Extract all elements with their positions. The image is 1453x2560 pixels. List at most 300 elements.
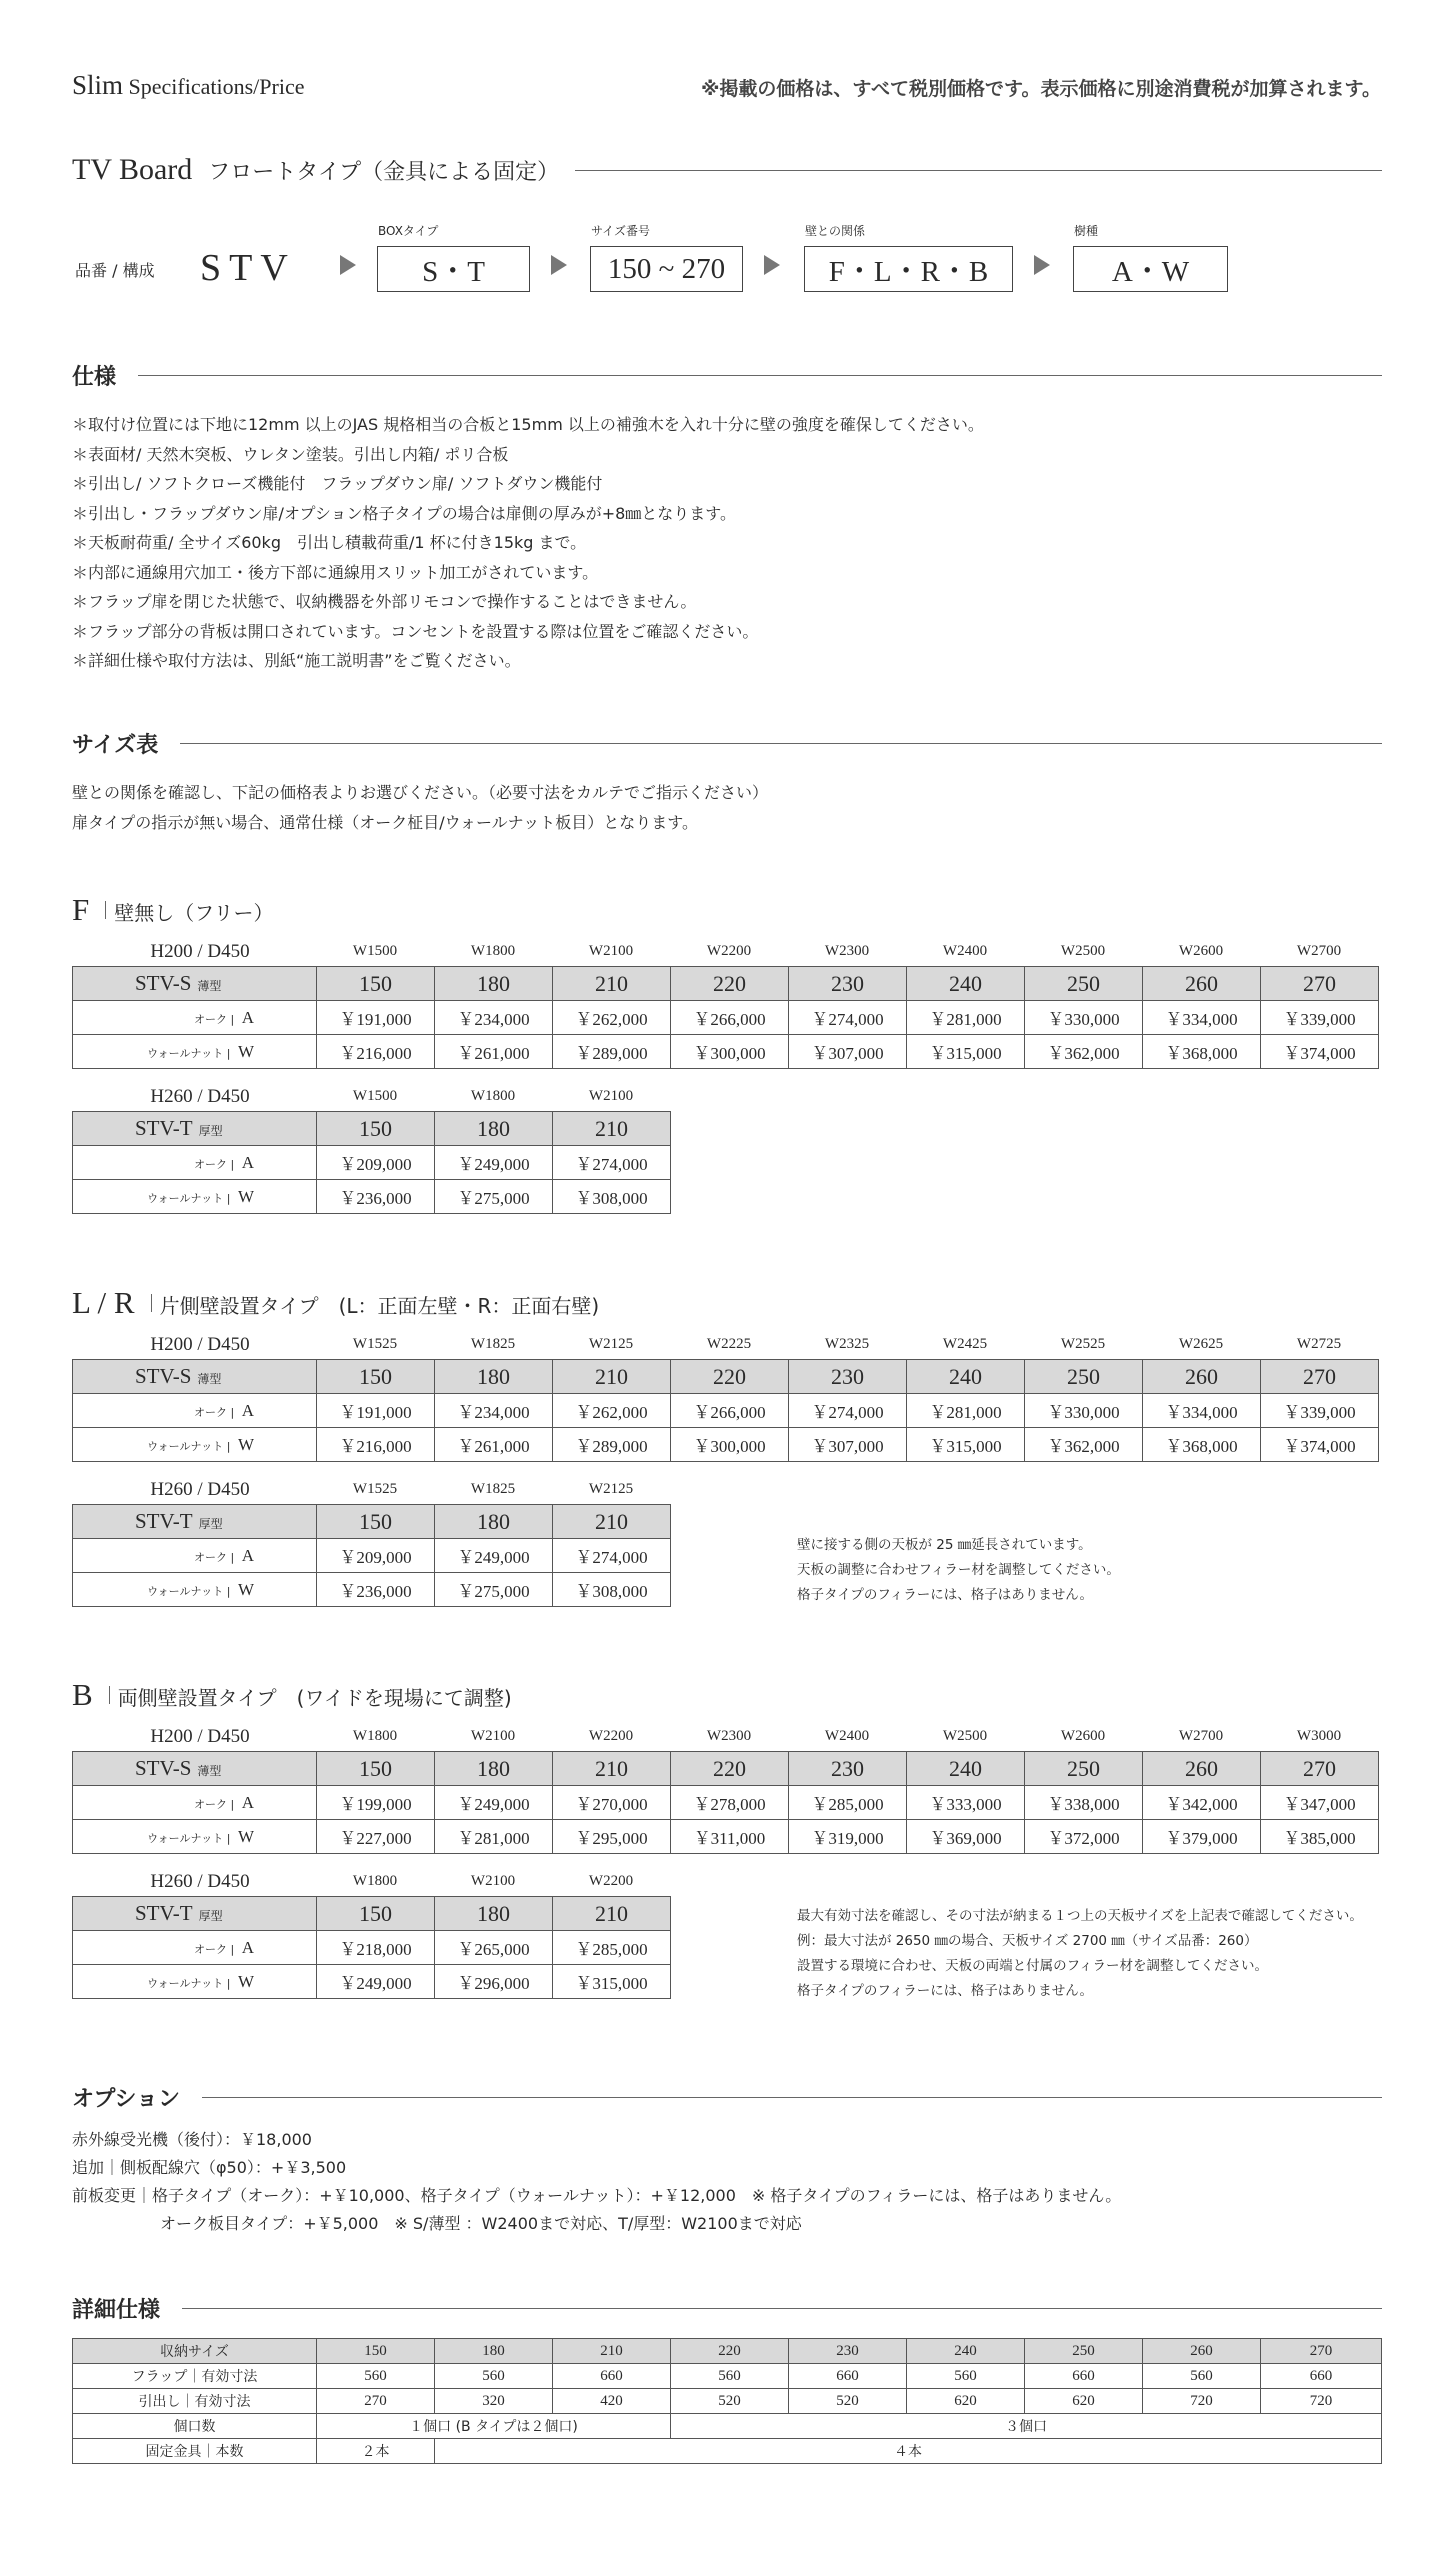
detail-cell: 420 <box>553 2389 671 2414</box>
price-cell: ￥209,000 <box>317 1146 435 1180</box>
detail-header-row <box>73 2339 1382 2364</box>
price-cell: ￥249,000 <box>435 1146 553 1180</box>
detail-cell: 620 <box>907 2389 1025 2414</box>
width-labels <box>72 943 1378 963</box>
separator: | <box>227 1405 238 1419</box>
size-number: 180 <box>435 967 553 1001</box>
size-number: 210 <box>553 1360 671 1394</box>
size-number: 180 <box>435 1112 553 1146</box>
price-cell: ￥300,000 <box>671 1035 789 1069</box>
width-labels <box>72 1481 670 1501</box>
code-label-box-type: BOXタイプ <box>378 224 439 238</box>
price-cell: ￥261,000 <box>435 1035 553 1069</box>
section-header-detail <box>72 2293 1382 2323</box>
option-line: オーク板目タイプ：+￥5,000 ※ S/薄型 ：W2400まで対応、T/厚型：W2100まで対応 <box>160 2214 802 2233</box>
price-cell: ￥334,000 <box>1143 1001 1261 1035</box>
detail-row-fixture <box>73 2439 1382 2464</box>
price-cell: ￥274,000 <box>553 1539 671 1573</box>
width-label: W3000 <box>1296 1728 1342 1744</box>
divider <box>105 901 106 919</box>
option-line: 前板変更｜格子タイプ（オーク）：+￥10,000、格子タイプ（ウォールナット）：+￥12,000 ※ 格子タイプのフィラーには、格子はありません。 <box>72 2186 1122 2205</box>
price-row-oak <box>73 1539 671 1573</box>
arrow-icon <box>340 255 356 275</box>
wood-label <box>73 1394 317 1428</box>
price-cell: ￥289,000 <box>553 1428 671 1462</box>
separator: | <box>223 1046 234 1060</box>
tax-note: ※掲載の価格は、すべて税別価格です。表示価格に別途消費税が加算されます。 <box>700 78 1381 100</box>
spec-item: ＊引出し・フラップダウン扉/オプション格子タイプの場合は扉側の厚みが+8㎜となります。 <box>72 503 737 523</box>
wood-label <box>73 1035 317 1069</box>
arrow-icon <box>1034 255 1050 275</box>
price-cell: ￥209,000 <box>317 1539 435 1573</box>
price-cell: ￥191,000 <box>317 1001 435 1035</box>
width-label: W1500 <box>352 943 398 959</box>
section-title-detail: 詳細仕様 <box>72 2297 161 2323</box>
price-cell: ￥311,000 <box>671 1820 789 1854</box>
price-cell: ￥236,000 <box>317 1180 435 1214</box>
wood-code: A <box>241 1545 254 1565</box>
type-desc: 両側壁設置タイプ (ワイドを現場にて調整) <box>117 1686 512 1710</box>
dims-label: H200 / D450 <box>150 941 250 962</box>
note-line: 格子タイプのフィラーには、格子はありません。 <box>797 1587 1094 1603</box>
wood-code: W <box>237 1826 254 1846</box>
width-label: W2125 <box>588 1336 634 1352</box>
arrow-icon <box>764 255 780 275</box>
code-label-wood: 樹種 <box>1074 224 1099 238</box>
spec-item: ＊内部に通線用穴加工・後方下部に通線用スリット加工がされています。 <box>72 562 599 582</box>
model-cell <box>73 1360 317 1394</box>
price-row-oak <box>73 1931 671 1965</box>
spec-item: ＊フラップ部分の背板は開口されています。コンセントを設置する際は位置をご確認ください。 <box>72 621 759 641</box>
model-cell <box>73 1752 317 1786</box>
price-row-walnut <box>73 1820 1379 1854</box>
detail-size: 180 <box>435 2339 553 2364</box>
wood-code: A <box>241 1937 254 1957</box>
price-cell: ￥379,000 <box>1143 1820 1261 1854</box>
detail-cell: 560 <box>435 2364 553 2389</box>
width-label: W1800 <box>470 1088 516 1104</box>
model-name: STV-T <box>135 1116 193 1140</box>
arrow-icon <box>551 255 567 275</box>
price-header-row <box>73 1752 1379 1786</box>
width-label: W2100 <box>470 1728 516 1744</box>
price-cell: ￥274,000 <box>789 1394 907 1428</box>
price-cell: ￥368,000 <box>1143 1428 1261 1462</box>
detail-row-count <box>73 2414 1382 2439</box>
note-line: 天板の調整に合わせフィラー材を調整してください。 <box>797 1562 1120 1578</box>
size-number: 240 <box>907 1752 1025 1786</box>
wood-label <box>73 1428 317 1462</box>
price-cell: ￥315,000 <box>907 1428 1025 1462</box>
spec-item: ＊詳細仕様や取付方法は、別紙“施工説明書”をご覧ください。 <box>72 651 521 670</box>
price-cell: ￥374,000 <box>1261 1035 1379 1069</box>
price-cell: ￥249,000 <box>317 1965 435 1999</box>
width-label: W2525 <box>1060 1336 1106 1352</box>
divider <box>138 375 1382 376</box>
side-note <box>797 1533 1120 1608</box>
wood-code: A <box>241 1152 254 1172</box>
price-cell: ￥216,000 <box>317 1428 435 1462</box>
wood-label <box>73 1001 317 1035</box>
detail-row-label: 個口数 <box>73 2414 317 2439</box>
price-cell: ￥262,000 <box>553 1001 671 1035</box>
model-name: STV-T <box>135 1509 193 1533</box>
size-number: 220 <box>671 1360 789 1394</box>
wood-code: A <box>241 1792 254 1812</box>
price-cell: ￥300,000 <box>671 1428 789 1462</box>
price-cell: ￥308,000 <box>553 1180 671 1214</box>
width-labels <box>72 1873 670 1893</box>
model-name: STV-S <box>135 1756 192 1780</box>
price-cell: ￥319,000 <box>789 1820 907 1854</box>
price-cell: ￥274,000 <box>553 1146 671 1180</box>
price-table-stv-t <box>72 1504 671 1607</box>
model-cell <box>73 967 317 1001</box>
detail-cell: 560 <box>671 2364 789 2389</box>
type-desc: 片側壁設置タイプ (L：正面左壁・R：正面右壁) <box>159 1294 600 1318</box>
detail-cell: １個口 (B タイプは２個口) <box>317 2414 671 2439</box>
detail-cell: 560 <box>317 2364 435 2389</box>
size-number: 230 <box>789 967 907 1001</box>
price-table-stv-s <box>72 1751 1379 1854</box>
price-cell: ￥285,000 <box>789 1786 907 1820</box>
wood-name: オーク <box>194 1012 228 1026</box>
width-label: W2100 <box>588 1088 634 1104</box>
model-cell <box>73 1897 317 1931</box>
size-number: 180 <box>435 1752 553 1786</box>
wood-code: W <box>237 1186 254 1206</box>
size-number: 230 <box>789 1360 907 1394</box>
size-number: 250 <box>1025 967 1143 1001</box>
price-cell: ￥249,000 <box>435 1539 553 1573</box>
section-title-options: オプション <box>72 2086 181 2112</box>
price-cell: ￥362,000 <box>1025 1035 1143 1069</box>
wood-label <box>73 1820 317 1854</box>
price-cell: ￥236,000 <box>317 1573 435 1607</box>
detail-cell: ４本 <box>435 2439 1382 2464</box>
wood-label <box>73 1573 317 1607</box>
width-label: W1800 <box>352 1728 398 1744</box>
size-number: 150 <box>317 1752 435 1786</box>
spec-item: ＊引出し/ ソフトクローズ機能付 フラップダウン扉/ ソフトダウン機能付 <box>72 474 603 493</box>
detail-size: 150 <box>317 2339 435 2364</box>
price-cell: ￥315,000 <box>553 1965 671 1999</box>
price-header-row <box>73 1505 671 1539</box>
type-header <box>72 1677 512 1713</box>
width-label: W1500 <box>352 1088 398 1104</box>
detail-cell: 660 <box>553 2364 671 2389</box>
size-number: 270 <box>1261 1752 1379 1786</box>
option-line: 追加｜側板配線穴（φ50）：+￥3,500 <box>72 2158 347 2177</box>
width-label: W1800 <box>470 943 516 959</box>
size-number: 150 <box>317 1505 435 1539</box>
price-row-walnut <box>73 1573 671 1607</box>
section-header-options <box>72 2082 1382 2112</box>
size-number: 210 <box>553 1752 671 1786</box>
model-sub: 薄型 <box>197 979 222 993</box>
width-labels <box>72 1728 1378 1748</box>
price-cell: ￥374,000 <box>1261 1428 1379 1462</box>
model-cell <box>73 1505 317 1539</box>
width-label: W2100 <box>588 943 634 959</box>
divider <box>151 1294 152 1312</box>
detail-table <box>72 2338 1382 2464</box>
section-header-specs <box>72 360 1382 390</box>
wood-code: W <box>237 1041 254 1061</box>
size-number: 240 <box>907 1360 1025 1394</box>
model-cell <box>73 1112 317 1146</box>
price-cell: ￥191,000 <box>317 1394 435 1428</box>
separator: | <box>227 1550 238 1564</box>
detail-size: 250 <box>1025 2339 1143 2364</box>
type-header <box>72 892 273 928</box>
detail-row-label: 引出し｜有効寸法 <box>73 2389 317 2414</box>
size-number: 260 <box>1143 1752 1261 1786</box>
price-cell: ￥372,000 <box>1025 1820 1143 1854</box>
width-label: W2500 <box>942 1728 988 1744</box>
price-cell: ￥295,000 <box>553 1820 671 1854</box>
wood-name: ウォールナット <box>147 1976 224 1990</box>
size-number: 210 <box>553 1505 671 1539</box>
model-sub: 薄型 <box>197 1764 222 1778</box>
note-line: 設置する環境に合わせ、天板の両端と付属のフィラー材を調整してください。 <box>797 1958 1269 1974</box>
wood-name: オーク <box>194 1797 228 1811</box>
price-table-stv-t <box>72 1896 671 1999</box>
price-cell: ￥199,000 <box>317 1786 435 1820</box>
price-cell: ￥261,000 <box>435 1428 553 1462</box>
price-row-walnut <box>73 1965 671 1999</box>
size-number: 210 <box>553 1897 671 1931</box>
note-line: 最大有効寸法を確認し、その寸法が納まる１つ上の天板サイズを上記表で確認してください。 <box>797 1908 1363 1924</box>
price-cell: ￥234,000 <box>435 1001 553 1035</box>
divider <box>180 743 1382 744</box>
price-cell: ￥266,000 <box>671 1001 789 1035</box>
width-labels <box>72 1088 670 1108</box>
spec-item: ＊表面材/ 天然木突板、ウレタン塗装。引出し内箱/ ポリ合板 <box>72 444 509 464</box>
size-number: 210 <box>553 1112 671 1146</box>
model-sub: 厚型 <box>198 1909 223 1923</box>
width-label: W2200 <box>706 943 752 959</box>
width-label: W2600 <box>1060 1728 1106 1744</box>
size-number: 220 <box>671 1752 789 1786</box>
code-label-wall: 壁との関係 <box>805 224 866 238</box>
price-cell: ￥275,000 <box>435 1180 553 1214</box>
price-cell: ￥262,000 <box>553 1394 671 1428</box>
price-cell: ￥289,000 <box>553 1035 671 1069</box>
wood-name: オーク <box>194 1405 228 1419</box>
size-number: 150 <box>317 1897 435 1931</box>
width-label: W2700 <box>1296 943 1342 959</box>
detail-header-label: 収納サイズ <box>73 2339 317 2364</box>
separator: | <box>223 1439 234 1453</box>
type-header <box>72 1285 599 1321</box>
price-header-row <box>73 1112 671 1146</box>
detail-cell: 520 <box>671 2389 789 2414</box>
width-label: W2300 <box>824 943 870 959</box>
wood-name: オーク <box>194 1550 228 1564</box>
width-label: W2400 <box>942 943 988 959</box>
spec-item: ＊フラップ扉を閉じた状態で、収納機器を外部リモコンで操作することはできません。 <box>72 592 697 611</box>
separator: | <box>227 1012 238 1026</box>
size-number: 180 <box>435 1897 553 1931</box>
width-label: W2200 <box>588 1728 634 1744</box>
price-header-row <box>73 1360 1379 1394</box>
width-label: W2200 <box>588 1873 634 1889</box>
detail-cell: 620 <box>1025 2389 1143 2414</box>
model-sub: 厚型 <box>198 1124 223 1138</box>
price-row-oak <box>73 1786 1379 1820</box>
size-number: 250 <box>1025 1752 1143 1786</box>
detail-row-label: フラップ｜有効寸法 <box>73 2364 317 2389</box>
code-box-box-type: S・T <box>377 246 530 292</box>
price-row-walnut <box>73 1180 671 1214</box>
size-number: 180 <box>435 1360 553 1394</box>
wood-name: オーク <box>194 1157 228 1171</box>
size-number: 270 <box>1261 1360 1379 1394</box>
detail-cell: 560 <box>1143 2364 1261 2389</box>
price-cell: ￥278,000 <box>671 1786 789 1820</box>
detail-cell: 660 <box>789 2364 907 2389</box>
wood-label <box>73 1931 317 1965</box>
size-number: 230 <box>789 1752 907 1786</box>
price-cell: ￥342,000 <box>1143 1786 1261 1820</box>
wood-label <box>73 1180 317 1214</box>
price-row-walnut <box>73 1035 1379 1069</box>
detail-cell: ２本 <box>317 2439 435 2464</box>
width-label: W2125 <box>588 1481 634 1497</box>
separator: | <box>227 1157 238 1171</box>
size-number: 150 <box>317 1112 435 1146</box>
price-cell: ￥270,000 <box>553 1786 671 1820</box>
spec-item: ＊取付け位置には下地に12mm 以上のJAS 規格相当の合板と15mm 以上の補強木を入れ十分に壁の強度を確保してください。 <box>72 415 984 434</box>
price-cell: ￥281,000 <box>435 1820 553 1854</box>
width-label: W2600 <box>1178 943 1224 959</box>
side-note <box>797 1904 1363 2004</box>
option-line: 赤外線受光機（後付）：￥18,000 <box>72 2130 312 2149</box>
price-cell: ￥285,000 <box>553 1931 671 1965</box>
detail-row-label: 固定金具｜本数 <box>73 2439 317 2464</box>
spec-list <box>72 410 984 676</box>
price-cell: ￥281,000 <box>907 1394 1025 1428</box>
price-cell: ￥281,000 <box>907 1001 1025 1035</box>
divider <box>109 1686 110 1704</box>
separator: | <box>223 1191 234 1205</box>
size-number: 260 <box>1143 1360 1261 1394</box>
width-label: W2400 <box>824 1728 870 1744</box>
price-header-row <box>73 1897 671 1931</box>
width-label: W1825 <box>470 1336 516 1352</box>
price-cell: ￥274,000 <box>789 1001 907 1035</box>
page-subtitle: フロートタイプ（金具による固定） <box>208 159 560 185</box>
note-line: 壁に接する側の天板が 25 ㎜延長されています。 <box>797 1537 1092 1553</box>
section-title-size: サイズ表 <box>72 732 159 758</box>
detail-cell: 270 <box>317 2389 435 2414</box>
price-table-stv-s <box>72 966 1379 1069</box>
price-cell: ￥333,000 <box>907 1786 1025 1820</box>
size-number: 150 <box>317 1360 435 1394</box>
price-cell: ￥308,000 <box>553 1573 671 1607</box>
detail-cell: 720 <box>1143 2389 1261 2414</box>
brand-main: Slim <box>72 70 124 100</box>
model-name: STV-T <box>135 1901 193 1925</box>
width-label: W1525 <box>352 1336 398 1352</box>
dims-label: H260 / D450 <box>150 1871 250 1892</box>
wood-name: ウォールナット <box>147 1046 224 1060</box>
wood-name: ウォールナット <box>147 1439 224 1453</box>
wood-label <box>73 1965 317 1999</box>
separator: | <box>223 1584 234 1598</box>
price-cell: ￥307,000 <box>789 1428 907 1462</box>
width-label: W2300 <box>706 1728 752 1744</box>
separator: | <box>223 1976 234 1990</box>
code-box-wall: F・L・R・B <box>804 246 1013 292</box>
section-header-size <box>72 728 1382 758</box>
detail-row-drawer <box>73 2389 1382 2414</box>
size-number: 270 <box>1261 967 1379 1001</box>
page-title: TV Board <box>72 153 193 186</box>
price-cell: ￥362,000 <box>1025 1428 1143 1462</box>
price-cell: ￥369,000 <box>907 1820 1025 1854</box>
price-cell: ￥218,000 <box>317 1931 435 1965</box>
wood-code: A <box>241 1007 254 1027</box>
options-list <box>72 2126 1121 2238</box>
hinban-label: 品番 / 構成 <box>75 261 155 280</box>
width-label: W2625 <box>1178 1336 1224 1352</box>
width-label: W1800 <box>352 1873 398 1889</box>
detail-cell: 560 <box>907 2364 1025 2389</box>
wood-name: ウォールナット <box>147 1831 224 1845</box>
brand-sub: Specifications/Price <box>128 74 305 99</box>
price-cell: ￥339,000 <box>1261 1394 1379 1428</box>
code-box-size: 150 ~ 270 <box>590 246 743 292</box>
model-sub: 薄型 <box>197 1372 222 1386</box>
divider <box>202 2097 1382 2098</box>
detail-cell: ３個口 <box>671 2414 1382 2439</box>
price-row-oak <box>73 1001 1379 1035</box>
price-cell: ￥338,000 <box>1025 1786 1143 1820</box>
separator: | <box>227 1942 238 1956</box>
series-code: STV <box>200 247 296 289</box>
wood-label <box>73 1539 317 1573</box>
divider <box>182 2308 1382 2309</box>
size-number: 220 <box>671 967 789 1001</box>
width-label: W2100 <box>470 1873 516 1889</box>
wood-code: A <box>241 1400 254 1420</box>
price-table-stv-t <box>72 1111 671 1214</box>
type-desc: 壁無し（フリー） <box>114 901 274 925</box>
width-label: W1525 <box>352 1481 398 1497</box>
detail-size: 260 <box>1143 2339 1261 2364</box>
wood-name: オーク <box>194 1942 228 1956</box>
price-cell: ￥385,000 <box>1261 1820 1379 1854</box>
width-label: W1825 <box>470 1481 516 1497</box>
dims-label: H260 / D450 <box>150 1086 250 1107</box>
wood-code: W <box>237 1971 254 1991</box>
price-row-oak <box>73 1394 1379 1428</box>
price-cell: ￥347,000 <box>1261 1786 1379 1820</box>
price-cell: ￥296,000 <box>435 1965 553 1999</box>
price-cell: ￥216,000 <box>317 1035 435 1069</box>
size-number: 210 <box>553 967 671 1001</box>
width-label: W2225 <box>706 1336 752 1352</box>
detail-size: 240 <box>907 2339 1025 2364</box>
price-cell: ￥275,000 <box>435 1573 553 1607</box>
wood-name: ウォールナット <box>147 1584 224 1598</box>
note-line: 格子タイプのフィラーには、格子はありません。 <box>797 1983 1094 1999</box>
detail-size: 210 <box>553 2339 671 2364</box>
price-cell: ￥266,000 <box>671 1394 789 1428</box>
price-row-oak <box>73 1146 671 1180</box>
